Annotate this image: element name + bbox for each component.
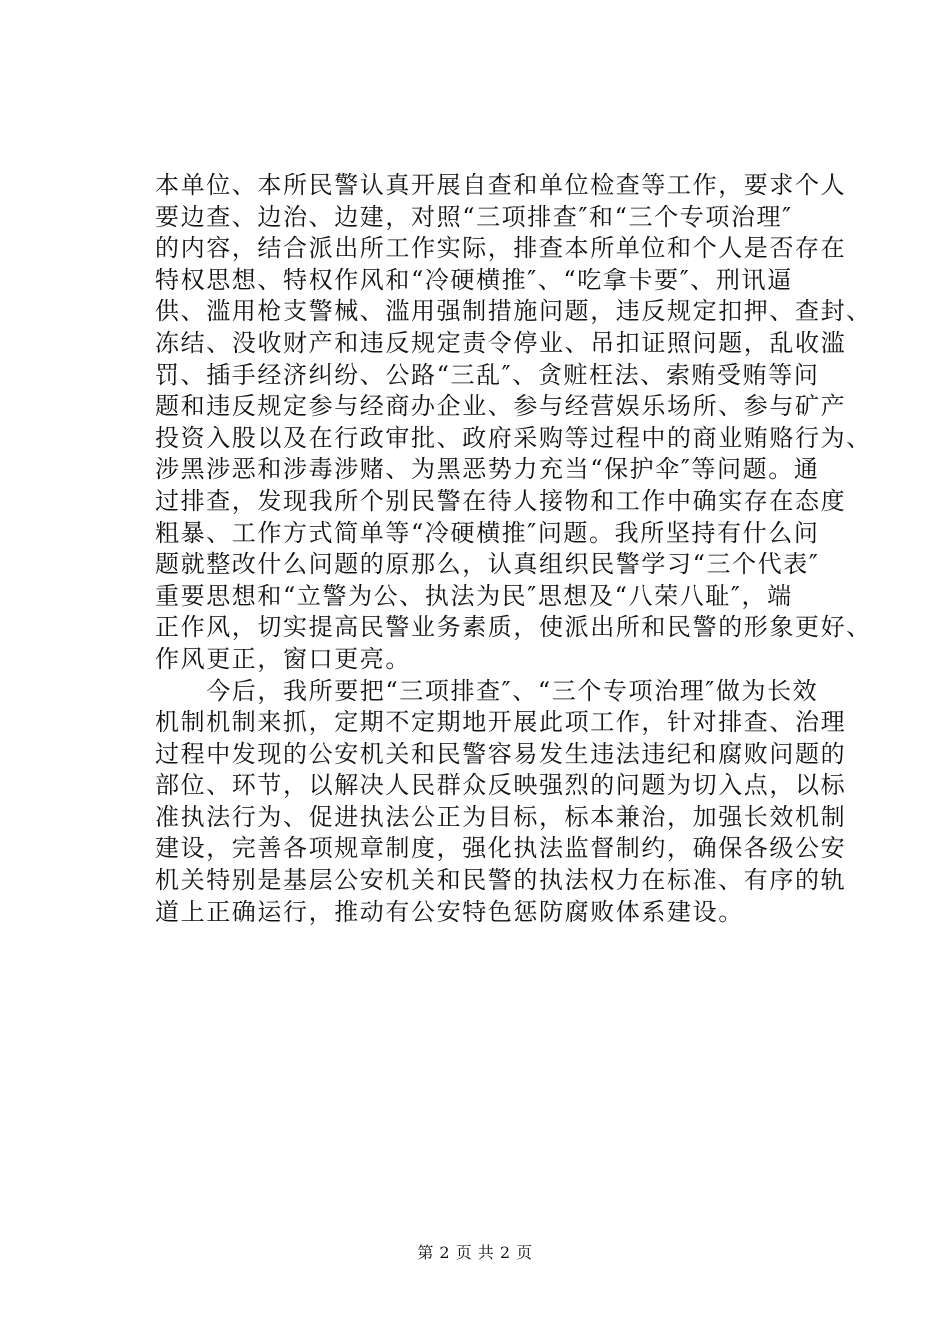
page-footer — [0, 1240, 950, 1263]
text-line: 冻结、没收财产和违反规定责令停业、吊扣证照问题，乱收滥 — [155, 328, 847, 357]
text-line: 作风更正，窗口更亮。 — [155, 644, 411, 673]
text-line: 粗暴、工作方式简单等“冷硬横推″问题。我所坚持有什么问 — [155, 518, 820, 547]
text-line: 涉黑涉恶和涉毒涉赌、为黑恶势力充当“保护伞″等问题。通 — [155, 455, 820, 484]
text-line: 正作风，切实提高民警业务素质，使派出所和民警的形象更好、 — [155, 613, 872, 642]
text-line: 重要思想和“立警为公、执法为民″思想及“八荣八耻″，端 — [155, 581, 793, 610]
text-line: 投资入股以及在行政审批、政府采购等过程中的商业贿赂行为、 — [155, 423, 872, 452]
text-line: 本单位、本所民警认真开展自查和单位检查等工作，要求个人 — [155, 171, 847, 199]
text-line: 罚、插手经济纠纷、公路“三乱″、贪赃枉法、索贿受贿等问 — [155, 360, 820, 389]
text-line: 道上正确运行，推动有公安特色惩防腐败体系建设。 — [155, 897, 744, 926]
body-text — [155, 170, 872, 928]
text-line: 的内容，结合派出所工作实际，排查本所单位和个人是否存在 — [155, 234, 847, 263]
text-line: 题和违反规定参与经商办企业、参与经营娱乐场所、参与矿产 — [155, 392, 847, 421]
text-line: 建设，完善各项规章制度，强化执法监督制约，确保各级公安 — [155, 834, 847, 863]
text-line: 过排查，发现我所个别民警在待人接物和工作中确实存在态度 — [155, 486, 847, 515]
text-line: 机关特别是基层公安机关和民警的执法权力在标准、有序的轨 — [155, 866, 847, 895]
text-line: 准执法行为、促进执法公正为目标，标本兼治，加强长效机制 — [155, 802, 847, 831]
text-line: 题就整改什么问题的原那么，认真组织民警学习“三个代表″ — [155, 550, 820, 579]
text-line: 特权思想、特权作风和“冷硬横推″、“吃拿卡要″、刑讯逼 — [155, 265, 793, 294]
page-number: 第 2 页 共 2 页 — [417, 1243, 533, 1262]
text-line: 机制机制来抓，定期不定期地开展此项工作，针对排查、治理 — [155, 708, 847, 737]
text-line: 过程中发现的公安机关和民警容易发生违法违纪和腐败问题的 — [155, 739, 847, 768]
text-line: 部位、环节，以解决人民群众反映强烈的问题为切入点，以标 — [155, 771, 847, 800]
text-line: 今后，我所要把“三项排查″、“三个专项治理″做为长效 — [155, 676, 819, 705]
text-line: 供、滥用枪支警械、滥用强制措施问题，违反规定扣押、查封、 — [155, 297, 872, 326]
text-line: 要边查、边治、边建，对照“三项排查″和“三个专项治理″ — [155, 202, 793, 231]
